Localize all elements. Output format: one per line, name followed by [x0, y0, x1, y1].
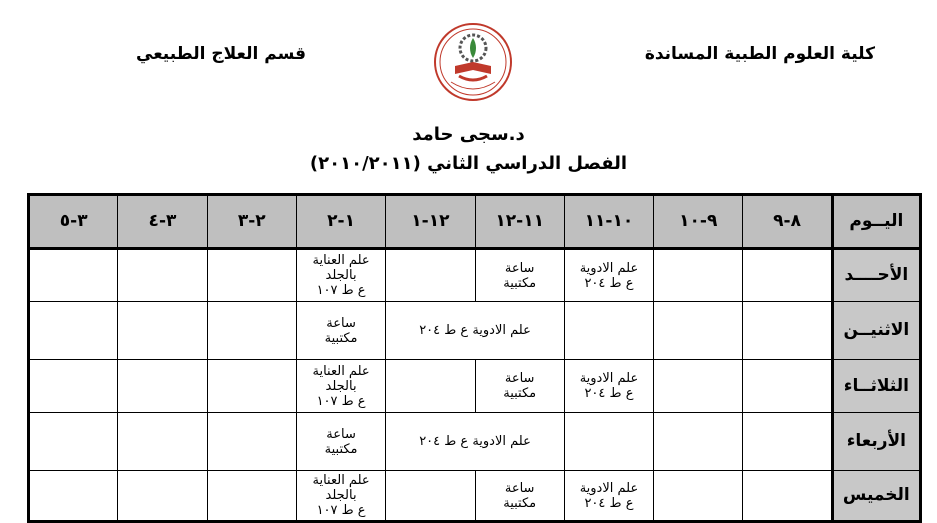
day-label: الاثنيــن	[843, 320, 910, 340]
slot-cell	[564, 360, 653, 413]
table-row	[29, 302, 921, 360]
slot-cell	[654, 360, 743, 413]
slot-cell	[654, 413, 743, 471]
office-hour-line2: مكتبية	[324, 330, 358, 346]
course-name: علم الادوية	[579, 480, 639, 496]
slot-cell	[564, 413, 653, 471]
instructor-name: د.سجى حامد	[412, 124, 525, 145]
office-hour-line1: ساعة	[504, 480, 535, 496]
slot-cell	[118, 471, 207, 522]
day-label: الخميس	[842, 485, 910, 505]
slot-cell	[118, 360, 207, 413]
column-header: ٢-٣	[207, 195, 296, 249]
slot-cell	[386, 471, 475, 522]
slot-cell	[296, 471, 385, 522]
slot-cell	[207, 360, 296, 413]
slot-cell	[564, 249, 653, 302]
slot-cell	[654, 302, 743, 360]
merged-course-cell: علم الادوية ع ط ٢٠٤	[386, 413, 565, 471]
slot-cell	[296, 302, 385, 360]
merged-course-cell: علم الادوية ع ط ٢٠٤	[386, 302, 565, 360]
column-header-day: اليــوم	[832, 195, 920, 249]
slot-cell	[207, 471, 296, 522]
course-room: ع ط ١٠٧	[316, 503, 366, 518]
slot-cell	[743, 413, 832, 471]
day-cell	[832, 471, 920, 522]
slot-cell	[296, 360, 385, 413]
course-room: ع ط ٢٠٤	[584, 386, 634, 401]
course-name-cont: بالجلد	[325, 378, 357, 394]
slot-cell	[564, 471, 653, 522]
slot-cell	[475, 471, 564, 522]
slot-cell	[29, 249, 118, 302]
slot-cell	[118, 302, 207, 360]
day-cell	[832, 249, 920, 302]
day-cell	[832, 413, 920, 471]
column-header: ١-٢	[296, 195, 385, 249]
college-name: كلية العلوم الطبية المساندة	[644, 44, 875, 64]
office-hour-line1: ساعة	[326, 426, 356, 442]
slot-cell	[207, 249, 296, 302]
slot-cell	[743, 302, 832, 360]
office-hour-line1: ساعة	[326, 315, 356, 331]
office-hour-line2: مكتبية	[503, 275, 537, 291]
day-cell	[832, 360, 920, 413]
column-header: ١٢-١	[386, 195, 475, 249]
day-label: الأحــــد	[844, 265, 909, 285]
slot-cell	[386, 360, 475, 413]
slot-cell	[564, 302, 653, 360]
header-row	[29, 195, 921, 249]
schedule-table	[27, 193, 922, 523]
column-header: ٩-١٠	[654, 195, 743, 249]
slot-cell	[386, 249, 475, 302]
column-header: ١١-١٢	[475, 195, 564, 249]
slot-cell	[475, 360, 564, 413]
course-name: علم العناية	[312, 363, 370, 379]
course-room: ع ط ٢٠٤	[584, 495, 634, 511]
office-hour-line2: مكتبية	[503, 386, 537, 401]
office-hour-line1: ساعة	[504, 260, 535, 276]
course-name-cont: بالجلد	[325, 268, 357, 283]
slot-cell	[654, 249, 743, 302]
table-row	[29, 360, 921, 413]
department-name: قسم العلاج الطبيعي	[136, 44, 307, 64]
slot-cell	[207, 302, 296, 360]
office-hour-line1: ساعة	[504, 371, 535, 386]
slot-cell	[118, 249, 207, 302]
slot-cell	[29, 360, 118, 413]
semester-title: الفصل الدراسي الثاني (٢٠١٠/٢٠١١)	[309, 153, 628, 174]
column-header: ١٠-١١	[564, 195, 653, 249]
column-header: ٣-٥	[29, 195, 118, 249]
slot-cell	[743, 471, 832, 522]
slot-cell	[207, 413, 296, 471]
table-row	[29, 413, 921, 471]
slot-cell	[118, 413, 207, 471]
column-header: ٣-٤	[118, 195, 207, 249]
slot-cell	[475, 249, 564, 302]
course-name: علم العناية	[312, 473, 370, 488]
day-label: الأربعاء	[846, 431, 907, 451]
slot-cell	[743, 249, 832, 302]
column-header: ٨-٩	[743, 195, 832, 249]
office-hour-line2: مكتبية	[324, 441, 358, 457]
slot-cell	[29, 413, 118, 471]
university-seal-logo	[433, 22, 513, 102]
slot-cell	[654, 471, 743, 522]
table-row	[29, 249, 921, 302]
course-room: ع ط ١٠٧	[316, 393, 366, 409]
course-room: ع ط ١٠٧	[316, 283, 366, 298]
course-name: علم العناية	[312, 253, 370, 268]
slot-cell	[29, 471, 118, 522]
slot-cell	[296, 413, 385, 471]
slot-cell	[743, 360, 832, 413]
day-label: الثلاثــاء	[843, 375, 909, 396]
course-name: علم الادوية	[579, 260, 639, 276]
slot-cell	[29, 302, 118, 360]
course-name: علم الادوية	[579, 371, 639, 386]
course-room: ع ط ٢٠٤	[584, 275, 634, 291]
table-row	[29, 471, 921, 522]
course-name-cont: بالجلد	[325, 488, 357, 503]
day-cell	[832, 302, 920, 360]
office-hour-line2: مكتبية	[503, 495, 537, 511]
slot-cell	[296, 249, 385, 302]
